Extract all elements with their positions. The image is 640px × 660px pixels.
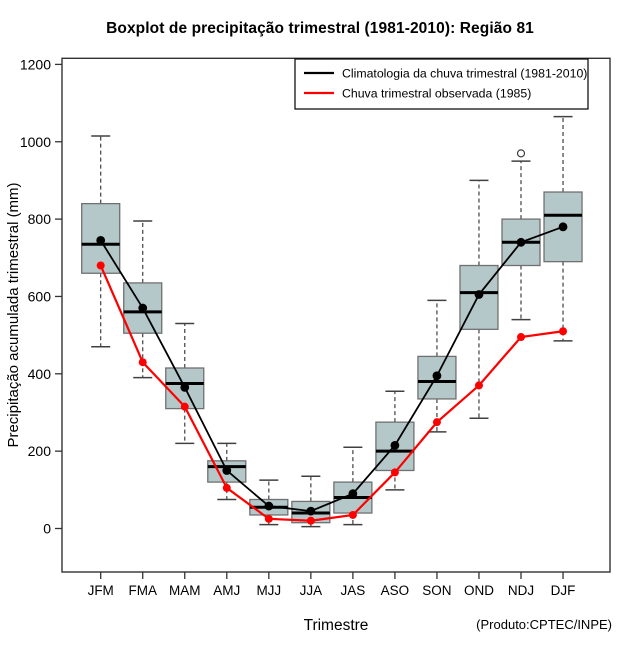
y-tick-label: 400 (27, 365, 51, 382)
x-tick-label: JJA (299, 583, 323, 598)
observed-point-mam (181, 403, 189, 411)
x-tick-label: JAS (340, 583, 366, 598)
outlier-ndj (518, 150, 525, 157)
legend-item-label: Chuva trimestral observada (1985) (342, 86, 532, 101)
x-tick-label: SON (422, 583, 452, 598)
observed-point-amj (223, 484, 231, 492)
x-tick-label: MJJ (256, 583, 282, 598)
legend (295, 59, 588, 109)
x-tick-label: OND (463, 583, 494, 598)
observed-point-jja (307, 517, 315, 525)
y-tick-label: 200 (27, 443, 51, 460)
boxplot-son (418, 300, 456, 431)
x-tick-label: FMA (128, 583, 157, 598)
y-tick-label: 1200 (19, 56, 51, 73)
observed-point-fma (139, 358, 147, 366)
boxplot-fma (124, 221, 162, 378)
climatology-point-djf (559, 222, 568, 231)
observed-point-mjj (265, 515, 273, 523)
observed-point-aso (391, 468, 399, 476)
observed-point-jfm (97, 262, 105, 270)
observed-point-jas (349, 511, 357, 519)
y-axis-label: Precipitação acumulada trimestral (mm) (5, 182, 22, 448)
plot-layer (20, 56, 610, 598)
x-tick-label: DJF (550, 583, 576, 598)
x-tick-label: NDJ (507, 583, 535, 598)
x-tick-label: ASO (380, 583, 410, 598)
boxplot-ndj (502, 150, 540, 320)
y-tick-label: 1000 (19, 133, 51, 150)
climatology-point-son (433, 371, 442, 380)
x-tick-label: JFM (87, 583, 114, 598)
observed-point-ndj (517, 333, 525, 341)
chart-title: Boxplot de precipitação trimestral (1981-2010): Região 81 (106, 20, 534, 37)
legend-item-label: Climatologia da chuva trimestral (1981-2010) (342, 66, 588, 81)
observed-point-djf (559, 327, 567, 335)
source-note: (Produto:CPTEC/INPE) (476, 617, 612, 632)
climatology-point-ndj (517, 238, 526, 247)
climatology-point-jja (306, 507, 315, 516)
y-tick-label: 600 (27, 288, 51, 305)
climatology-point-mjj (264, 502, 273, 511)
observed-point-ond (475, 381, 483, 389)
observed-point-son (433, 418, 441, 426)
climatology-point-aso (391, 441, 400, 450)
climatology-point-jas (348, 489, 357, 498)
climatology-point-fma (138, 304, 147, 313)
y-tick-label: 0 (43, 520, 51, 537)
climatology-point-mam (180, 383, 189, 392)
climatology-point-ond (475, 290, 484, 299)
x-axis-label: Trimestre (303, 617, 369, 634)
x-tick-label: AMJ (213, 583, 241, 598)
climatology-point-amj (222, 466, 231, 475)
x-tick-label: MAM (169, 583, 201, 598)
y-tick-label: 800 (27, 211, 51, 228)
climatology-point-jfm (96, 236, 105, 245)
